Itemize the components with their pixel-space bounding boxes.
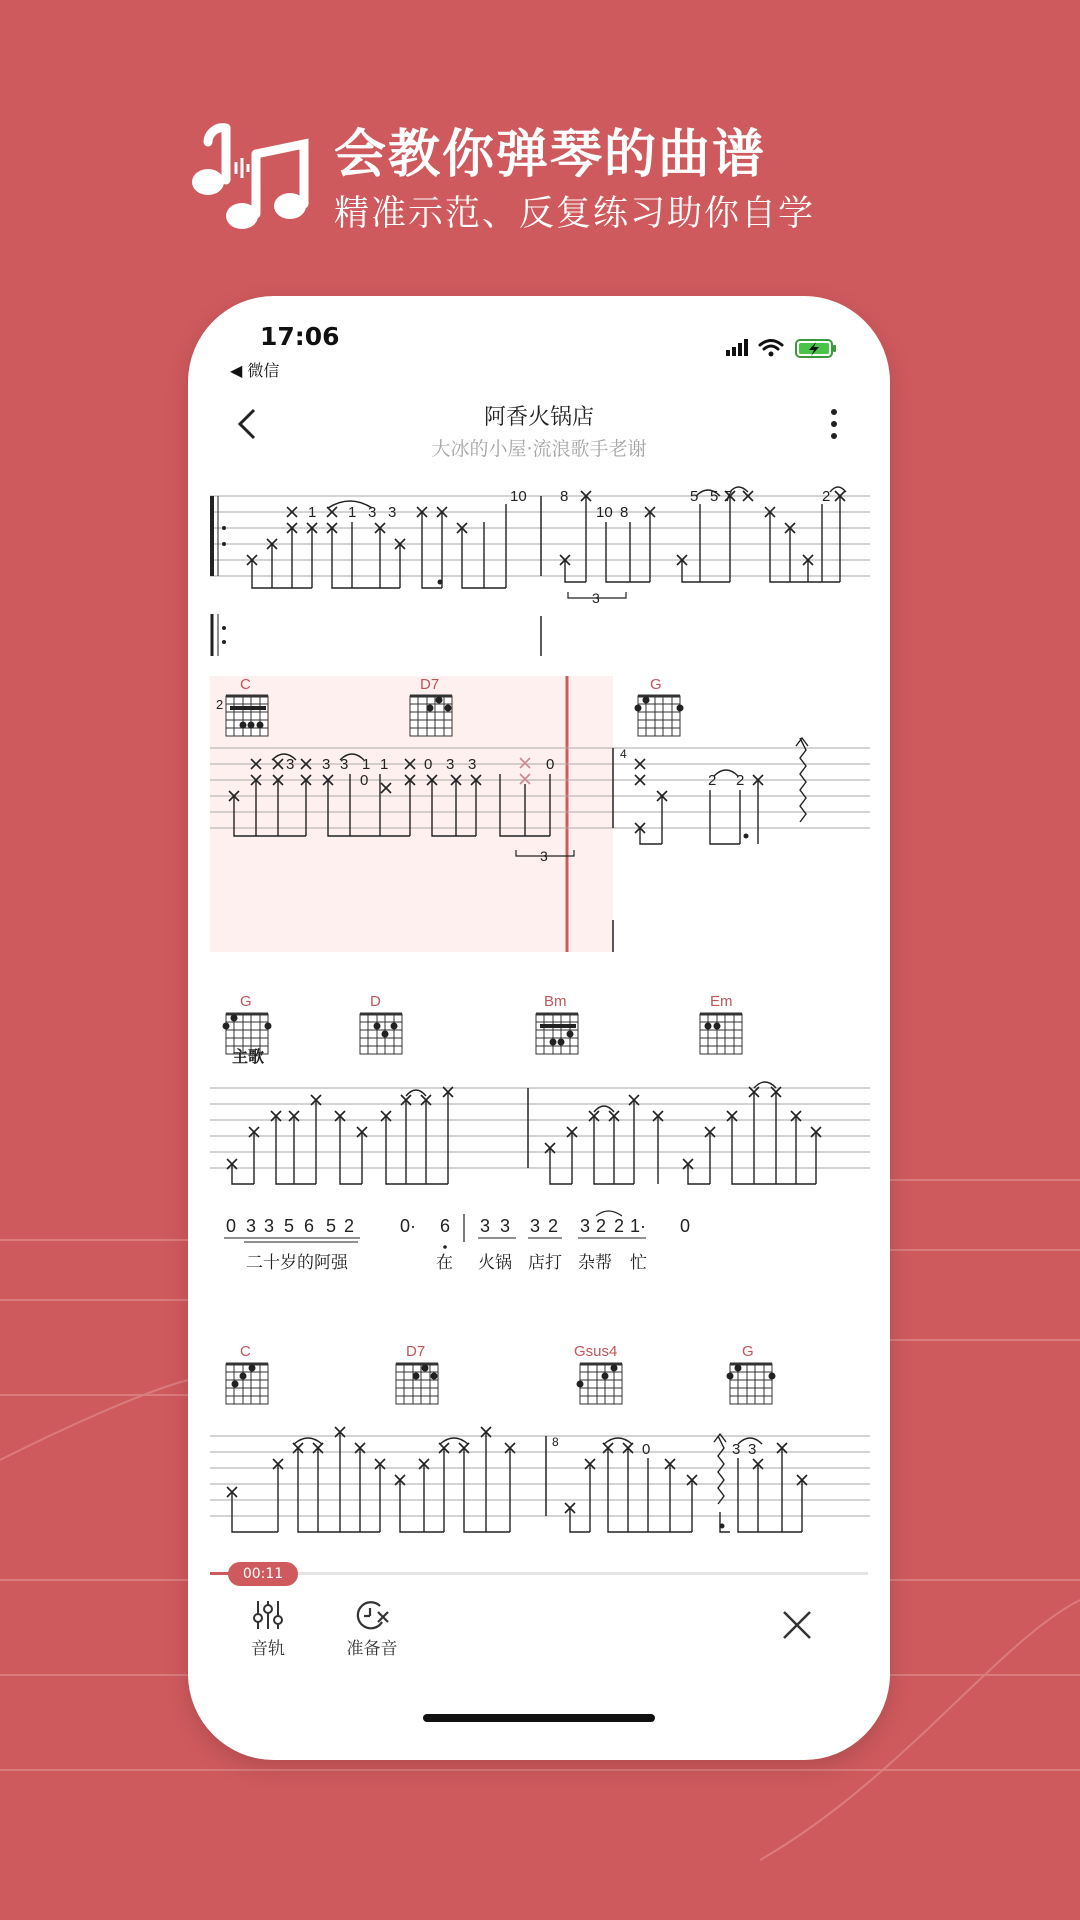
fret-number: 3 [368, 504, 377, 521]
tab-staff-row-3 [210, 1082, 870, 1184]
fret-number: 5 [710, 488, 719, 505]
status-time: 17:06 [260, 322, 340, 351]
jianpu-note: 6 [304, 1216, 315, 1236]
measure-number: 4 [620, 747, 627, 761]
count-in-button[interactable] [332, 1598, 412, 1659]
fret-number: 3 [340, 756, 349, 773]
fret-number: 10 [596, 504, 613, 521]
lyric-word: 店打 [528, 1253, 562, 1272]
promo-subtitle: 精准示范、反复练习助你自学 [334, 194, 816, 234]
chord-name: Gsus4 [574, 1343, 618, 1360]
tab-staff-row-4 [210, 1427, 870, 1532]
music-notes-icon [186, 118, 316, 234]
measure-number: 8 [552, 1435, 559, 1449]
chord-name: G [742, 1343, 754, 1360]
lyric-word: 杂帮 [578, 1253, 612, 1272]
close-icon[interactable] [780, 1608, 814, 1642]
fret-number: 1 [362, 756, 371, 773]
lyrics-line [246, 1253, 647, 1272]
chord-name: C [240, 676, 251, 693]
home-indicator [423, 1714, 655, 1722]
promo-title: 会教你弹琴的曲谱 [334, 125, 767, 185]
song-artist: 大冰的小屋·流浪歌手老谢 [431, 438, 647, 460]
jianpu-note: 2 [344, 1216, 355, 1236]
triplet-mark: 3 [540, 848, 548, 864]
signal-icon [726, 339, 748, 356]
svg-text:2: 2 [216, 697, 224, 712]
jianpu-note: 1· [630, 1216, 647, 1236]
track-button[interactable] [228, 1598, 308, 1659]
fret-number: 1 [348, 504, 357, 521]
fret-number: 3 [322, 756, 331, 773]
triplet-mark: 3 [592, 590, 600, 606]
fret-number: 10 [510, 488, 527, 505]
jianpu-note: 3 [580, 1216, 591, 1236]
promo-banner [186, 112, 1046, 242]
chord-name: D7 [406, 1343, 426, 1360]
fret-number: 3 [286, 756, 295, 773]
fret-number: 3 [446, 756, 455, 773]
playback-progress-bar[interactable] [210, 1572, 868, 1575]
fret-number: 3 [468, 756, 477, 773]
status-icons [726, 336, 846, 360]
chord-diagrams-row-4 [226, 1343, 776, 1404]
jianpu-note: 2 [548, 1216, 559, 1236]
chord-name: G [650, 676, 662, 693]
fret-number: 0 [424, 756, 433, 773]
chord-diagrams-row-3 [223, 993, 743, 1066]
jianpu-note: 0 [680, 1216, 691, 1236]
jianpu-note: 5 [284, 1216, 295, 1236]
lyric-word: 二十岁的 [246, 1253, 314, 1272]
fret-number: 2 [736, 772, 745, 789]
jianpu-note: 3 [246, 1216, 257, 1236]
fret-number: 8 [560, 488, 569, 505]
jianpu-notation [224, 1211, 690, 1249]
fret-number: 2 [708, 772, 717, 789]
fret-number: 2 [822, 488, 831, 505]
tab-staff-row-1 [210, 487, 870, 606]
chord-name: C [240, 1343, 251, 1360]
track-label: 音轨 [251, 1639, 285, 1659]
fret-number: 3 [732, 1441, 741, 1458]
jianpu-note: 3 [500, 1216, 511, 1236]
mixer-sliders-icon [251, 1598, 285, 1632]
lyric-word: 忙 [630, 1253, 647, 1272]
jianpu-note: 0 [226, 1216, 237, 1236]
jianpu-note: 3 [264, 1216, 275, 1236]
jianpu-note: 6 [440, 1216, 451, 1236]
chord-name: D7 [420, 676, 440, 693]
phone-frame [188, 296, 890, 1760]
chord-name: Em [710, 993, 733, 1010]
fret-number: 3 [748, 1441, 757, 1458]
chord-name: Bm [544, 993, 567, 1010]
tab-score[interactable] [210, 452, 870, 1612]
fret-number: 1 [308, 504, 317, 521]
lyric-word: 火锅 [478, 1253, 512, 1272]
chord-name: G [240, 993, 252, 1010]
battery-icon [796, 340, 836, 357]
fret-number: 1 [380, 756, 389, 773]
lyric-word: 阿强 [314, 1253, 348, 1272]
count-in-icon [354, 1598, 390, 1632]
jianpu-note: 2 [614, 1216, 625, 1236]
elapsed-time-badge[interactable]: 00:11 [228, 1562, 298, 1586]
jianpu-note: 3 [480, 1216, 491, 1236]
jianpu-note: 2 [596, 1216, 607, 1236]
jianpu-note: 0· [400, 1216, 417, 1236]
more-options-icon[interactable] [828, 404, 840, 444]
jianpu-note: 3 [530, 1216, 541, 1236]
jianpu-note: 5 [326, 1216, 337, 1236]
count-in-label: 准备音 [346, 1639, 398, 1659]
fret-number: 0 [642, 1441, 651, 1458]
fret-number: 3 [388, 504, 397, 521]
fret-number: 0 [360, 772, 369, 789]
back-to-app-link[interactable]: ◀ 微信 [230, 361, 280, 380]
fret-number: 7 [724, 488, 733, 505]
repeat-bar [212, 614, 541, 656]
section-label: 主歌 [232, 1049, 265, 1066]
song-title: 阿香火锅店 [483, 405, 594, 430]
wifi-icon [760, 341, 782, 350]
fret-number: 8 [620, 504, 629, 521]
fret-number: 5 [690, 488, 699, 505]
lyric-word: 在 [436, 1253, 453, 1272]
fret-number: 0 [546, 756, 555, 773]
chord-name: D [370, 993, 381, 1010]
